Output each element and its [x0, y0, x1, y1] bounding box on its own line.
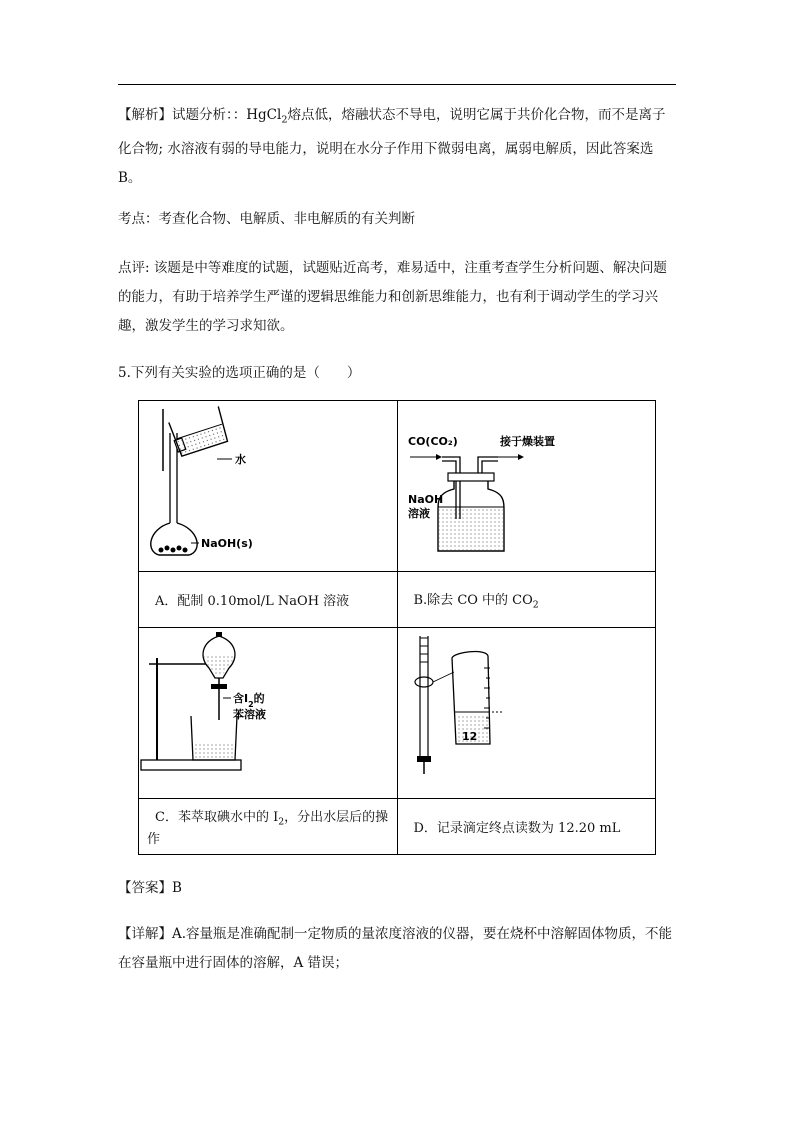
label-naoh: NaOH	[407, 493, 443, 506]
label-i2-pre: 含I	[233, 692, 249, 705]
option-d-figure	[397, 628, 656, 799]
option-c-text	[147, 810, 388, 847]
option-b-subscript: 2	[532, 599, 539, 611]
label-i2-post: 的	[253, 692, 265, 705]
option-a-text: A．配制 0.10mol/L NaOH 溶液	[155, 594, 350, 609]
analysis-text-post: 熔点低，熔融状态不导电，说明它属于共价化合物，而不是离子化合物; 水溶液有弱的导电能力，说明在水分子作用下微弱电离，属弱电解质，因此答案选 B。	[118, 107, 666, 186]
detail-text: A.容量瓶是准确配制一定物质的量浓度溶液的仪器，要在烧杯中溶解固体物质，不能在容量瓶中进行固体的溶解，A 错误；	[118, 926, 673, 971]
question-5: 5.下列有关实验的选项正确的是（ ）	[118, 365, 361, 381]
label-i2-sub: 2	[248, 699, 254, 709]
label-i2-benzene-2: 苯溶液	[233, 708, 266, 721]
label-i2-benzene-1	[233, 691, 265, 709]
option-c-text-post: ，分出水层后的操作	[147, 810, 389, 847]
analysis-paragraph	[118, 101, 678, 193]
separatory-funnel-diagram	[139, 628, 427, 778]
detail-tag: 【详解】	[118, 926, 172, 942]
wash-bottle-diagram	[398, 401, 626, 571]
label-dry: 接于燥装置	[499, 435, 555, 448]
detail-paragraph	[118, 920, 678, 978]
dianping-paragraph: 点评: 该题是中等难度的试题，试题贴近高考，难易适中，注重考查学生分析问题、解决问题的能力，有助于培养学生严谨的逻辑思维能力和创新思维能力，也有利于调动学生的学习兴趣，激发学生的学习求知欲。	[118, 260, 667, 334]
option-b-figure	[397, 401, 656, 572]
option-a-caption	[139, 572, 398, 628]
analysis-tag: 【解析】	[118, 107, 172, 123]
option-c-text-pre: C．苯萃取碘水中的 I	[155, 810, 279, 826]
analysis-text-pre: 试题分析：：HgCl	[172, 107, 282, 123]
option-c-figure	[139, 628, 398, 799]
header-rule	[118, 84, 676, 85]
option-b-caption	[397, 572, 656, 628]
kaodian-line: 考点：考查化合物、电解质、非电解质的有关判断	[118, 211, 415, 227]
label-gas: CO(CO₂)	[407, 435, 458, 448]
option-b-text-pre: B.除去 CO 中的 CO	[413, 592, 533, 608]
answer-tag: 【答案】	[118, 880, 172, 896]
hgcl-subscript: 2	[281, 114, 288, 126]
label-solution: 溶液	[407, 507, 430, 520]
label-naoh-solid: NaOH(s)	[201, 537, 253, 550]
option-d-text: D．记录滴定终点读数为 12.20 mL	[413, 821, 621, 836]
option-d-caption	[397, 799, 656, 855]
option-a-figure	[139, 401, 398, 572]
volumetric-flask-diagram	[139, 401, 427, 571]
options-table	[138, 400, 656, 855]
option-b-text	[406, 592, 539, 611]
option-c-caption	[139, 799, 398, 855]
label-scale-12: 12	[461, 730, 477, 743]
burette-diagram	[398, 628, 626, 778]
label-water: 水	[235, 453, 246, 466]
option-c-subscript: 2	[278, 816, 285, 828]
answer-line	[118, 874, 678, 903]
answer-value: B	[172, 880, 182, 896]
